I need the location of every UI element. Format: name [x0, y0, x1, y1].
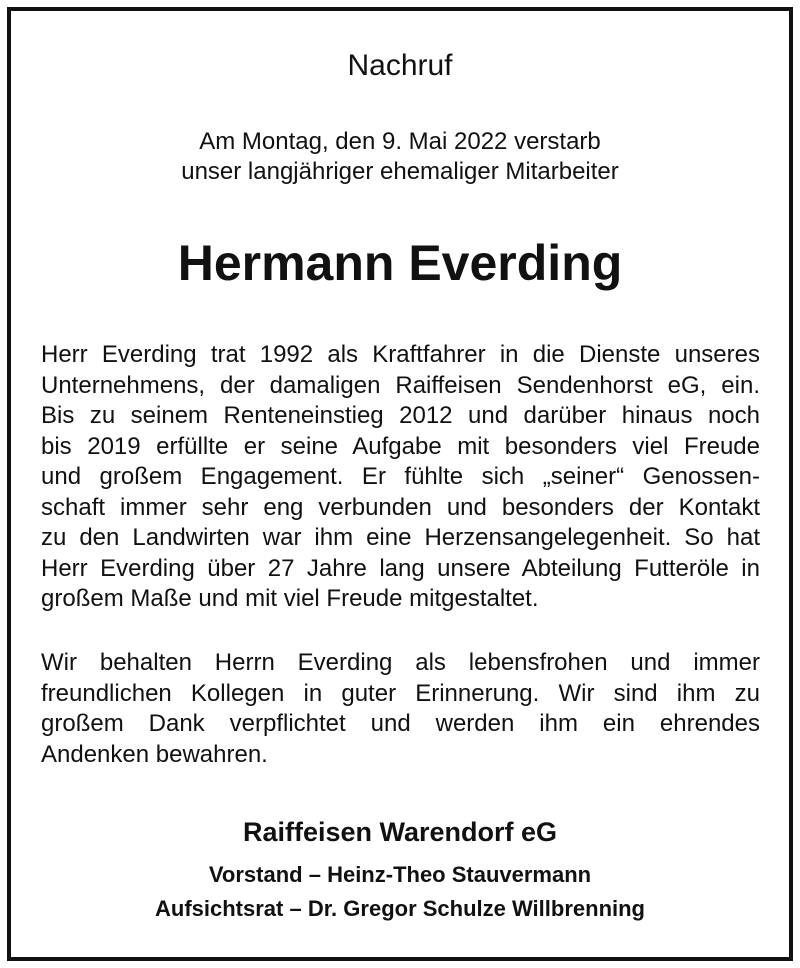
signatory-supervisory-board: Aufsichtsrat – Dr. Gregor Schulze Willbrenning	[155, 896, 645, 921]
paragraph-1-line: Unternehmens, der damaligen Raiffeisen Sendenhorst eG, ein.	[41, 371, 760, 399]
paragraph-1-line: und großem Engagement. Er fühlte sich „seiner“ Genossen-	[41, 463, 760, 490]
paragraph-1-line: zu den Landwirten war ihm eine Herzensangelegenheit. So hat	[41, 524, 760, 551]
paragraph-2-line: Andenken bewahren.	[41, 740, 268, 768]
deceased-name: Hermann Everding	[177, 235, 623, 291]
paragraph-1-line: großem Maße und mit viel Freude mitgestaltet.	[41, 585, 539, 612]
paragraph-2-line: großem Dank verpflichtet und werden ihm ein ehrendes	[41, 710, 760, 737]
paragraph-2-line: Wir behalten Herrn Everding als lebensfrohen und immer	[41, 649, 760, 676]
obituary-paragraph-1	[41, 340, 760, 615]
obituary-paragraph-2	[41, 648, 760, 770]
intro-line-2: unser langjähriger ehemaliger Mitarbeiter	[181, 158, 619, 185]
paragraph-1-line: Herr Everding trat 1992 als Kraftfahrer in die Dienste unseres	[41, 341, 760, 368]
signatory-board: Vorstand – Heinz-Theo Stauvermann	[208, 862, 592, 887]
company-name: Raiffeisen Warendorf eG	[242, 817, 558, 847]
paragraph-2-line: freundlichen Kollegen in guter Erinnerung. Wir sind ihm zu	[41, 679, 760, 707]
paragraph-1-line: Herr Everding über 27 Jahre lang unsere Abteilung Futteröle in	[41, 554, 760, 582]
intro-line-1: Am Montag, den 9. Mai 2022 verstarb	[199, 128, 601, 155]
paragraph-1-line: bis 2019 erfüllte er seine Aufgabe mit besonders viel Freude	[41, 432, 760, 460]
paragraph-1-line: Bis zu seinem Renteneinstieg 2012 und darüber hinaus noch	[41, 402, 760, 429]
notice-heading: Nachruf	[347, 49, 453, 82]
paragraph-1-line: schaft immer sehr eng verbunden und besonders der Kontakt	[41, 493, 760, 521]
